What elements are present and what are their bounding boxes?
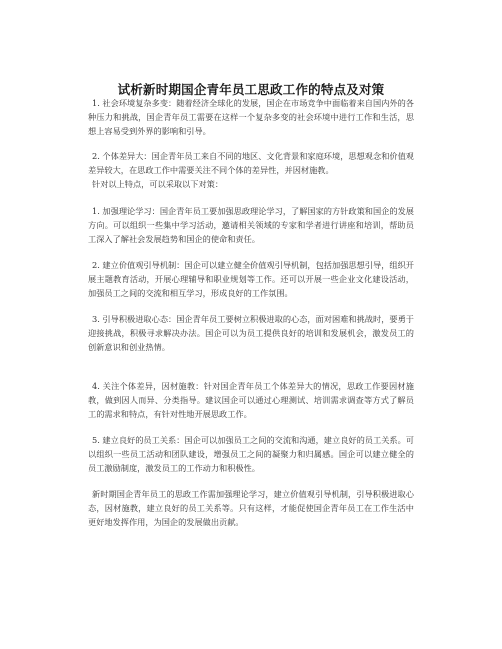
paragraph-intro-measures: 针对以上特点，可以采取以下对策： bbox=[92, 179, 224, 189]
paragraph-measure-2: 2. 建立价值观引导机制：国企可以建立健全价值观引导机制，包括加强思想引导，组织开展主题教育活动，开展心理辅导和职业规划等工作。还可以开展一些企业文化建设活动，加强员工之间的交流和相互学习，形成良好的工作氛围。 bbox=[88, 260, 414, 298]
paragraph-measure-3: 3. 引导积极进取心态：国企青年员工要树立积极进取的心态，面对困难和挑战时，要勇于迎接挑战，积极寻求解决办法。国企可以为员工提供良好的培训和发展机会，激发员工的创新意识和创业热情。 bbox=[88, 314, 414, 352]
paragraph-measure-5: 5. 建立良好的员工关系：国企可以加强员工之间的交流和沟通，建立良好的员工关系。可以组织一些员工活动和团队建设，增强员工之间的凝聚力和归属感。国企可以建立健全的员工激励制度，激发员工的工作动力和积极性。 bbox=[88, 435, 414, 473]
document-title: 试析新时期国企青年员工思政工作的特点及对策 bbox=[117, 82, 385, 97]
paragraph-feature-1: 1. 社会环境复杂多变：随着经济全球化的发展，国企在市场竞争中面临着来自国内外的各种压力和挑战，国企青年员工需要在这样一个复杂多变的社会环境中进行工作和生活，思想上容易受到外界的影响和引导。 bbox=[88, 98, 414, 136]
paragraph-feature-2: 2. 个体差异大：国企青年员工来自不同的地区、文化背景和家庭环境，思想观念和价值观差异较大，在思政工作中需要关注不同个体的差异性，并因材施教。 bbox=[88, 151, 414, 175]
paragraph-conclusion: 新时期国企青年员工的思政工作需加强理论学习，建立价值观引导机制，引导积极进取心态，因材施教，建立良好的员工关系等。只有这样，才能促使国企青年员工在工作生活中更好地发挥作用，为国企的发展做出贡献。 bbox=[88, 489, 414, 527]
paragraph-measure-1: 1. 加强理论学习：国企青年员工要加强思政理论学习，了解国家的方针政策和国企的发展方向。可以组织一些集中学习活动，邀请相关领域的专家和学者进行讲座和培训，帮助员工深入了解社会发展趋势和国企的使命和责任。 bbox=[88, 206, 414, 244]
paragraph-measure-4: 4. 关注个体差异，因材施教：针对国企青年员工个体差异大的情况，思政工作要因材施教，做到因人而异、分类指导。建议国企可以通过心理测试、培训需求调查等方式了解员工的需求和特点，有针对性地开展思政工作。 bbox=[88, 381, 414, 419]
